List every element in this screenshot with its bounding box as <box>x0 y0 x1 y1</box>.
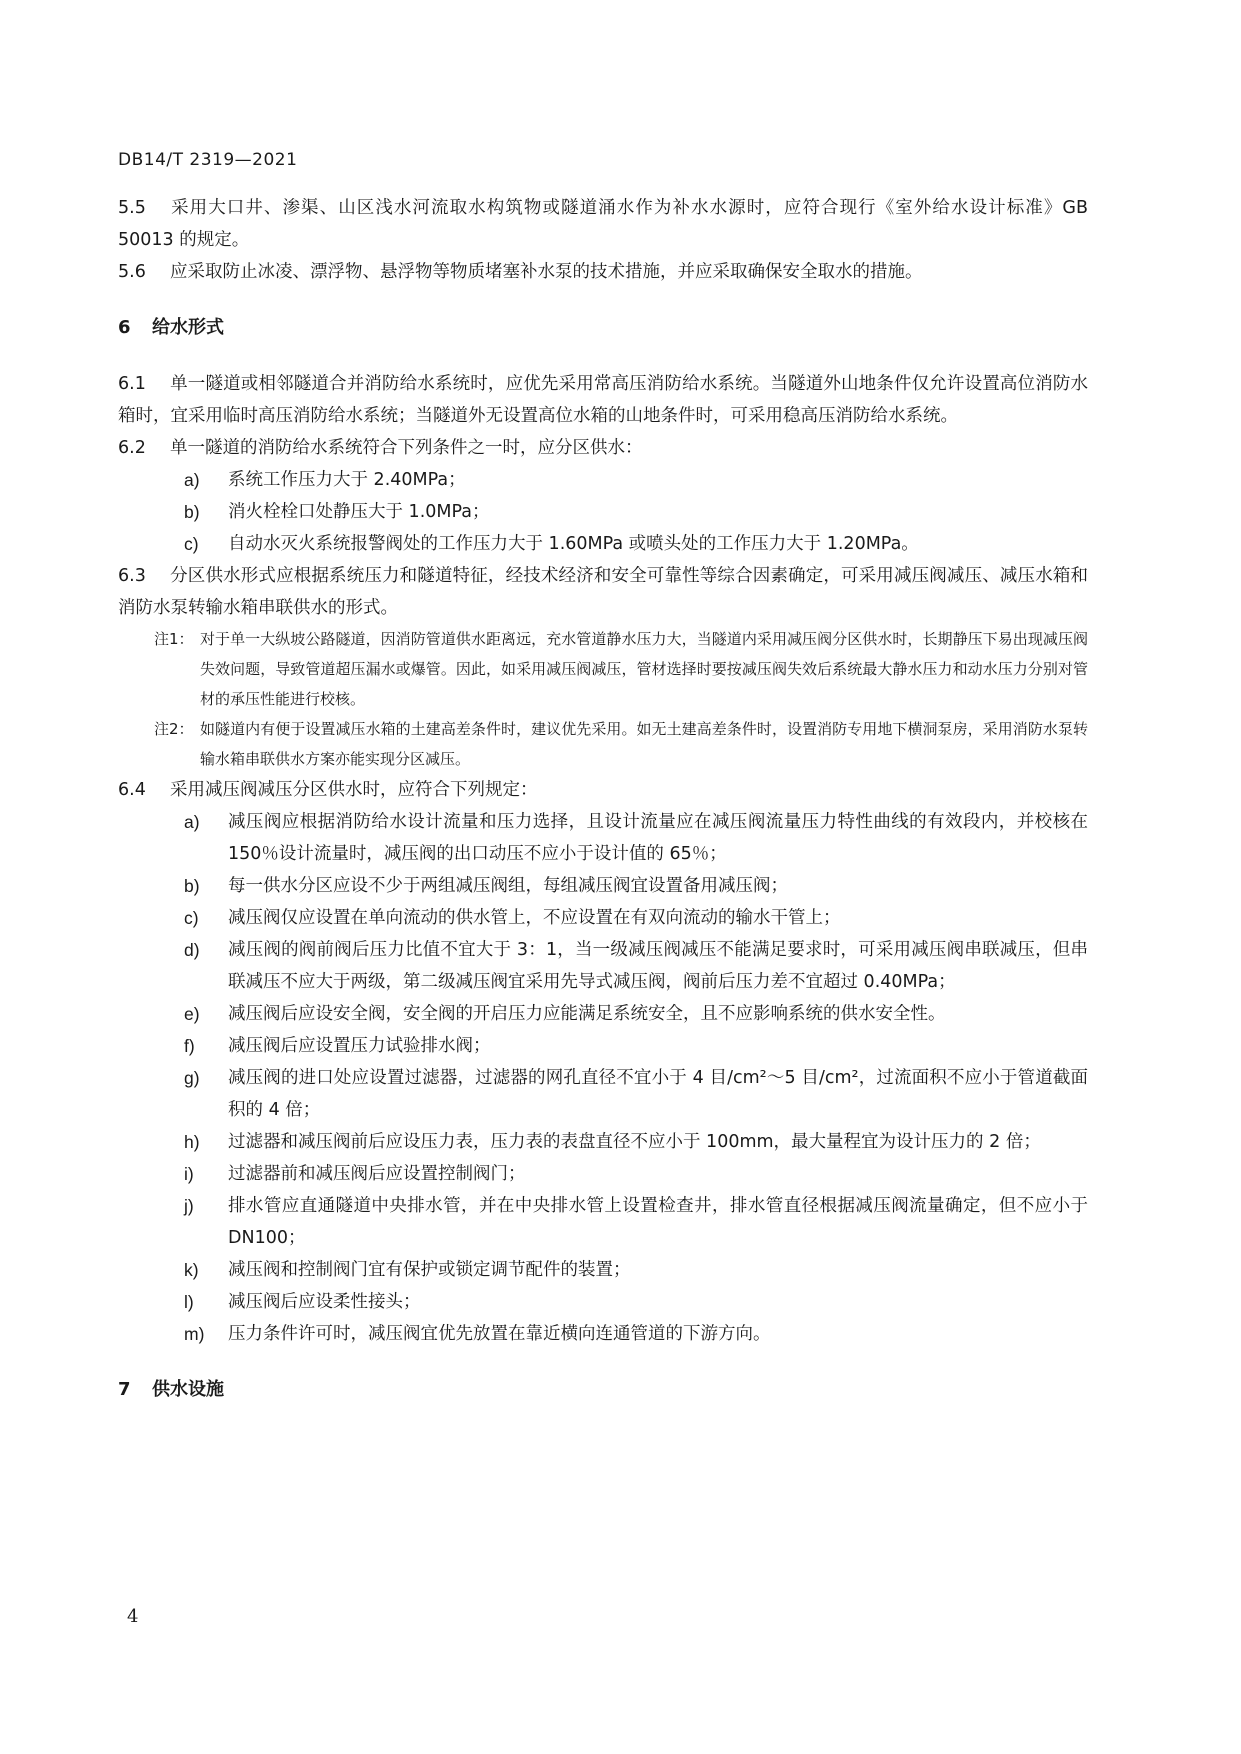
clause-number: 6.2 <box>118 438 146 458</box>
list-item-text: 自动水灭火系统报警阀处的工作压力大于 1.60MPa 或喷头处的工作压力大于 1.20MPa。 <box>228 534 919 554</box>
list-item-text: 减压阀和控制阀门宜有保护或锁定调节配件的装置； <box>228 1260 631 1280</box>
clause-6-2 <box>118 432 1088 464</box>
note-text: 对于单一大纵坡公路隧道，因消防管道供水距离远，充水管道静水压力大，当隧道内采用减压阀分区供水时，长期静压下易出现减压阀失效问题，导致管道超压漏水或爆管。因此，如采用减压阀减压，管材选择时要按减压阀失效后系统最大静水压力和动水压力分别对管材的承压性能进行校核。 <box>200 630 1088 708</box>
list-item-text: 减压阀后应设柔性接头； <box>228 1292 421 1312</box>
list-item-label: i) <box>184 1164 194 1184</box>
note-1 <box>118 624 1088 714</box>
list-item-label: l) <box>184 1292 194 1312</box>
list-item-text: 减压阀后应设置压力试验排水阀； <box>228 1036 491 1056</box>
list-item-label: c) <box>184 534 199 554</box>
clause-number: 6.4 <box>118 780 146 800</box>
list-item-label: g) <box>184 1068 200 1088</box>
list-item-label: h) <box>184 1132 200 1152</box>
clause-text: 单一隧道或相邻隧道合并消防给水系统时，应优先采用常高压消防给水系统。当隧道外山地条件仅允许设置高位消防水箱时，宜采用临时高压消防给水系统；当隧道外无设置高位水箱的山地条件时，可采用稳高压消防给水系统。 <box>118 374 1088 426</box>
section-title: 供水设施 <box>152 1379 224 1400</box>
page-number: 4 <box>127 1606 139 1627</box>
list-item <box>118 806 1088 870</box>
list-item-label: b) <box>184 876 200 896</box>
list-item <box>118 1286 1088 1318</box>
list-item <box>118 496 1088 528</box>
list-item-text: 减压阀后应设安全阀，安全阀的开启压力应能满足系统安全，且不应影响系统的供水安全性。 <box>228 1004 946 1024</box>
list-item-label: m) <box>184 1324 205 1344</box>
list-item-text: 减压阀应根据消防给水设计流量和压力选择，且设计流量应在减压阀流量压力特性曲线的有效段内，并校核在 150％设计流量时，减压阀的出口动压不应小于设计值的 65％； <box>228 812 1088 864</box>
section-number: 7 <box>118 1379 131 1400</box>
list-item-text: 减压阀的阀前阀后压力比值不宜大于 3：1，当一级减压阀减压不能满足要求时，可采用减压阀串联减压，但串联减压不应大于两级，第二级减压阀宜采用先导式减压阀，阀前后压力差不宜超过 0.40MPa； <box>228 940 1088 992</box>
document-body <box>118 192 1088 1430</box>
list-item-label: b) <box>184 502 200 522</box>
list-item-label: j) <box>184 1196 194 1216</box>
list-item-text: 减压阀的进口处应设置过滤器，过滤器的网孔直径不宜小于 4 目/cm²～5 目/cm²，过流面积不应小于管道截面积的 4 倍； <box>228 1068 1088 1120</box>
list-item-label: c) <box>184 908 199 928</box>
list-item-text: 压力条件许可时，减压阀宜优先放置在靠近横向连通管道的下游方向。 <box>228 1324 771 1344</box>
section-number: 6 <box>118 317 131 338</box>
clause-text: 采用减压阀减压分区供水时，应符合下列规定： <box>170 780 538 800</box>
section-6-heading <box>118 312 1088 344</box>
clause-number: 6.3 <box>118 566 146 586</box>
list-item <box>118 1062 1088 1126</box>
list-item <box>118 528 1088 560</box>
list-item-text: 每一供水分区应设不少于两组减压阀组，每组减压阀宜设置备用减压阀； <box>228 876 788 896</box>
list-item <box>118 1318 1088 1350</box>
list-item-text: 过滤器前和减压阀后应设置控制阀门； <box>228 1164 526 1184</box>
clause-5-6 <box>118 256 1088 288</box>
clause-text: 采用大口井、渗渠、山区浅水河流取水构筑物或隧道涌水作为补水水源时，应符合现行《室外给水设计标准》GB 50013 的规定。 <box>118 198 1088 250</box>
list-item-label: a) <box>184 470 200 490</box>
document-header-id: DB14/T 2319—2021 <box>118 150 298 170</box>
list-item <box>118 1126 1088 1158</box>
list-item-label: a) <box>184 812 200 832</box>
list-item <box>118 870 1088 902</box>
list-item-text: 排水管应直通隧道中央排水管，并在中央排水管上设置检查井，排水管直径根据减压阀流量确定，但不应小于 DN100； <box>228 1196 1088 1248</box>
list-item <box>118 902 1088 934</box>
list-item <box>118 934 1088 998</box>
clause-number: 6.1 <box>118 374 146 394</box>
clause-number: 5.6 <box>118 262 146 282</box>
list-item-text: 过滤器和减压阀前后应设压力表，压力表的表盘直径不应小于 100mm，最大量程宜为设计压力的 2 倍； <box>228 1132 1041 1152</box>
list-item-label: f) <box>184 1036 195 1056</box>
note-text: 如隧道内有便于设置减压水箱的土建高差条件时，建议优先采用。如无土建高差条件时，设置消防专用地下横洞泵房，采用消防水泵转输水箱串联供水方案亦能实现分区减压。 <box>200 720 1088 768</box>
list-item-text: 系统工作压力大于 2.40MPa； <box>228 470 466 490</box>
section-title: 给水形式 <box>152 317 224 338</box>
clause-text: 单一隧道的消防给水系统符合下列条件之一时，应分区供水： <box>170 438 643 458</box>
list-item-label: e) <box>184 1004 200 1024</box>
clause-6-3 <box>118 560 1088 624</box>
note-label: 注2： <box>154 720 194 738</box>
clause-text: 分区供水形式应根据系统压力和隧道特征，经技术经济和安全可靠性等综合因素确定，可采用减压阀减压、减压水箱和消防水泵转输水箱串联供水的形式。 <box>118 566 1088 618</box>
list-item <box>118 1254 1088 1286</box>
list-item-text: 消火栓栓口处静压大于 1.0MPa； <box>228 502 490 522</box>
list-item <box>118 998 1088 1030</box>
note-2 <box>118 714 1088 774</box>
section-7-heading <box>118 1374 1088 1406</box>
list-item <box>118 1030 1088 1062</box>
list-item-text: 减压阀仅应设置在单向流动的供水管上，不应设置在有双向流动的输水干管上； <box>228 908 841 928</box>
list-item-label: d) <box>184 940 200 960</box>
list-item <box>118 464 1088 496</box>
list-item-label: k) <box>184 1260 199 1280</box>
clause-5-5 <box>118 192 1088 256</box>
clause-text: 应采取防止冰凌、漂浮物、悬浮物等物质堵塞补水泵的技术措施，并应采取确保安全取水的措施。 <box>170 262 923 282</box>
clause-number: 5.5 <box>118 198 146 218</box>
note-label: 注1： <box>154 630 194 648</box>
clause-6-1 <box>118 368 1088 432</box>
list-item <box>118 1190 1088 1254</box>
clause-6-4 <box>118 774 1088 806</box>
list-item <box>118 1158 1088 1190</box>
